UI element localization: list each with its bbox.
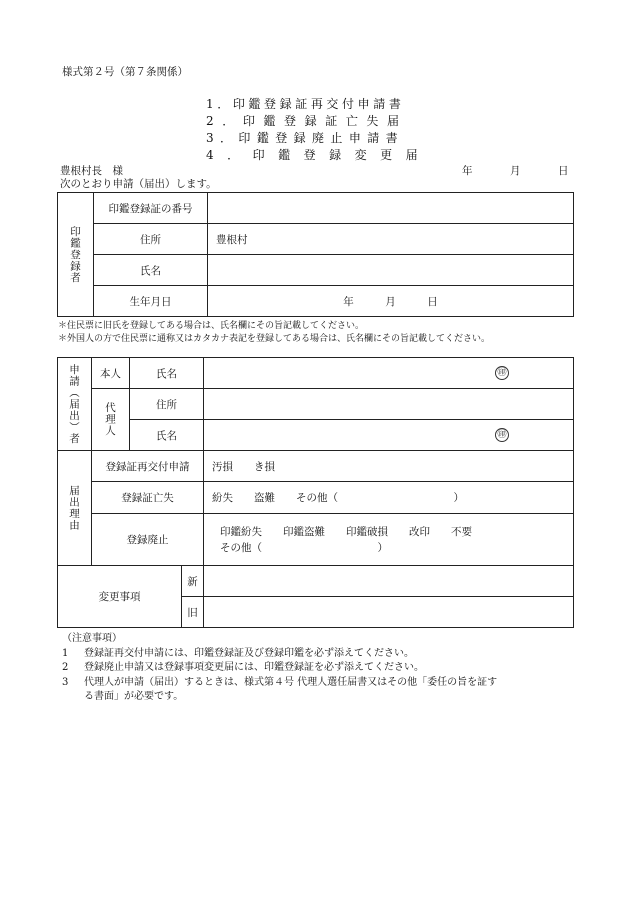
seal-mark-agent: ㊞ [495,428,509,442]
date-month: 月 [510,165,521,177]
title-change: 4．印鑑登録変更届 [206,148,432,162]
label-reason-reissue: 登録証再交付申請 [92,451,204,482]
form-number: 様式第２号（第７条関係） [62,66,188,78]
caution-item-3: 3 代理人が申請（届出）するときは、様式第４号 代理人選任届書又はその他「委任の旨を証す [62,676,498,688]
label-name: 氏名 [94,255,208,286]
title-loss: 2．印鑑登録証亡失届 [206,114,408,128]
field-change-old[interactable] [204,597,574,628]
options-loss[interactable]: 紛失 盗難 その他（ ） [204,482,574,514]
field-self-name[interactable] [204,358,574,389]
label-address: 住所 [94,224,208,255]
field-name[interactable] [208,255,574,286]
intro-text: 次のとおり申請（届出）します。 [60,178,217,190]
caution-item-1: 1 登録証再交付申請には、印鑑登録証及び登録印鑑を必ず添えてください。 [62,647,414,659]
label-agent: 代理人 [92,389,130,451]
caution-heading: （注意事項） [62,633,122,644]
label-self-name: 氏名 [130,358,204,389]
registrant-table [57,192,574,317]
title-abolition: 3．印鑑登録廃止申請書 [206,131,405,145]
applicant-section-label: 申請（届出）者 [58,358,92,451]
field-agent-name[interactable] [204,420,574,451]
field-change-new[interactable] [204,566,574,597]
caution-item-3-cont: る書面」が必要です。 [84,691,184,702]
applicant-table [57,357,574,628]
registrant-section-label: 印鑑登録者 [58,193,94,317]
addressee: 豊根村長 様 [60,165,123,177]
label-change-old: 旧 [182,597,204,628]
label-reason-loss: 登録証亡失 [92,482,204,514]
label-agent-address: 住所 [130,389,204,420]
options-abolition-line1: 印鑑紛失 印鑑盗難 印鑑破損 改印 不要 [220,525,472,538]
note-foreign-name: ＊外国人の方で住民票に通称又はカタカナ表記を登録してある場合は、氏名欄にその旨記載してください。 [58,334,491,344]
field-agent-address[interactable] [204,389,574,420]
date-line [462,163,569,178]
label-changes: 変更事項 [58,566,182,628]
options-abolition[interactable] [204,514,574,566]
label-agent-name: 氏名 [130,420,204,451]
label-birthdate: 生年月日 [94,286,208,317]
field-birthdate[interactable]: 年 月 日 [208,286,574,317]
caution-item-2: 2 登録廃止申請又は登録事項変更届には、印鑑登録証を必ず添えてください。 [62,662,424,673]
cautions [62,632,497,705]
label-change-new: 新 [182,566,204,597]
date-year: 年 [462,165,473,177]
label-cert-number: 印鑑登録証の番号 [94,193,208,224]
field-cert-number[interactable] [208,193,574,224]
field-address[interactable]: 豊根村 [208,224,574,255]
note-old-name: ＊住民票に旧氏を登録してある場合は、氏名欄にその旨記載してください。 [58,321,365,331]
form-titles [206,96,431,164]
options-abolition-line2: その他（ ） [220,541,388,554]
reason-section-label: 届出理由 [58,451,92,566]
title-reissue: 1．印鑑登録証再交付申請書 [206,97,405,111]
label-reason-abolition: 登録廃止 [92,514,204,566]
options-reissue[interactable]: 汚損 き損 [204,451,574,482]
seal-mark-self: ㊞ [495,366,509,380]
label-self: 本人 [92,358,130,389]
date-day: 日 [558,165,569,177]
